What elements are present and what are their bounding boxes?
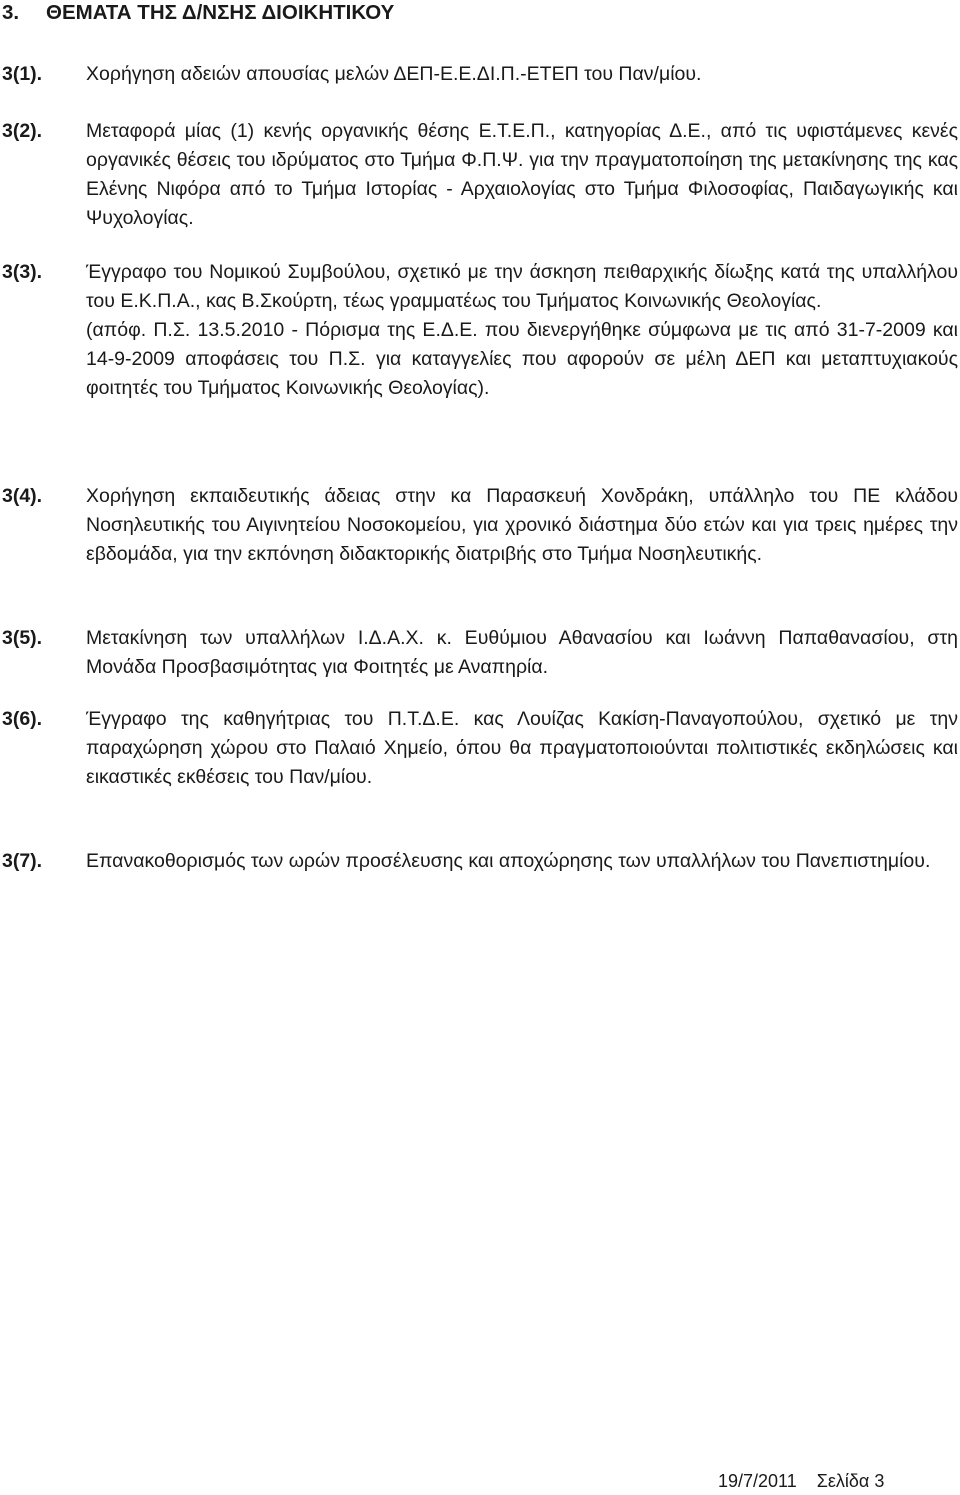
item-text xyxy=(86,705,958,792)
agenda-item-3-6 xyxy=(2,705,958,792)
page-footer xyxy=(718,1470,884,1492)
item-paragraph: Έγγραφο της καθηγήτριας του Π.Τ.Δ.Ε. κας Λουίζας Κακίση-Παναγοπούλου, σχετικό με την παραχώρηση χώρου στο Παλαιό Χημείο, όπου θα πραγματοποιούνται πολιτιστικές εκδηλώσεις και εικαστικές εκθέσεις του Παν/μίου. xyxy=(86,708,958,788)
footer-date: 19/7/2011 xyxy=(718,1471,797,1491)
item-text xyxy=(86,624,958,682)
section-number: 3. xyxy=(2,1,20,24)
agenda-item-3-4 xyxy=(2,482,958,569)
agenda-item-3-1 xyxy=(2,60,958,89)
item-paragraph: Μεταφορά μίας (1) κενής οργανικής θέσης Ε.Τ.Ε.Π., κατηγορίας Δ.Ε., από τις υφιστάμενες κενές οργανικές θέσεις του ιδρύματος στο Τμήμα Φ.Π.Ψ. για την πραγματοποίηση της μετακίνησης της κας Ελένης Νιφόρα από το Τμήμα Ιστορίας - Αρχαιολογίας στο Τμήμα Φιλοσοφίας, Παιδαγωγικής και Ψυχολογίας. xyxy=(86,120,958,229)
item-number: 3(4). xyxy=(2,485,43,507)
section-title: ΘΕΜΑΤΑ ΤΗΣ Δ/ΝΣΗΣ ΔΙΟΙΚΗΤΙΚΟΥ xyxy=(46,1,395,24)
item-text xyxy=(86,847,958,876)
item-number: 3(5). xyxy=(2,627,43,649)
item-number: 3(3). xyxy=(2,261,43,283)
item-text xyxy=(86,60,958,89)
agenda-item-3-7 xyxy=(2,847,958,876)
item-number: 3(7). xyxy=(2,850,43,872)
agenda-item-3-3 xyxy=(2,258,958,403)
item-paragraph: Χορήγηση αδειών απουσίας μελών ΔΕΠ-Ε.Ε.ΔΙ.Π.-ΕΤΕΠ του Παν/μίου. xyxy=(86,63,702,85)
item-paragraph: Έγγραφο του Νομικού Συμβούλου, σχετικό με την άσκηση πειθαρχικής δίωξης κατά της υπαλλήλου του Ε.Κ.Π.Α., κας Β.Σκούρτη, τέως γραμματέως του Τμήματος Κοινωνικής Θεολογίας. xyxy=(86,261,958,312)
agenda-item-3-2 xyxy=(2,117,958,233)
item-text xyxy=(86,482,958,569)
item-paragraph: Μετακίνηση των υπαλλήλων Ι.Δ.Α.Χ. κ. Ευθύμιου Αθανασίου και Ιωάννη Παπαθανασίου, στη Μονάδα Προσβασιμότητας για Φοιτητές με Αναπηρία. xyxy=(86,627,958,678)
footer-page-number: Σελίδα 3 xyxy=(816,1471,885,1491)
agenda-item-3-5 xyxy=(2,624,958,682)
item-paragraph: Χορήγηση εκπαιδευτικής άδειας στην κα Παρασκευή Χονδράκη, υπάλληλο του ΠΕ κλάδου Νοσηλευτικής του Αιγινητείου Νοσοκομείου, για χρονικό διάστημα δύο ετών και για τρεις ημέρες την εβδομάδα, για την εκπόνηση διδακτορικής διατριβής στο Τμήμα Νοσηλευτικής. xyxy=(86,485,958,565)
item-paragraph: Επανακοθορισμός των ωρών προσέλευσης και αποχώρησης των υπαλλήλων του Πανεπιστημίου. xyxy=(86,850,931,872)
item-number: 3(1). xyxy=(2,63,43,85)
section-heading xyxy=(2,0,394,26)
item-text xyxy=(86,258,958,403)
item-paragraph: (απόφ. Π.Σ. 13.5.2010 - Πόρισμα της Ε.Δ.Ε. που διενεργήθηκε σύμφωνα με τις από 31-7-2009 και 14-9-2009 αποφάσεις του Π.Σ. για καταγγελίες που αφορούν σε μέλη ΔΕΠ και μεταπτυχιακούς φοιτητές του Τμήματος Κοινωνικής Θεολογίας). xyxy=(86,319,958,399)
item-number: 3(2). xyxy=(2,120,43,142)
item-text xyxy=(86,117,958,233)
item-number: 3(6). xyxy=(2,708,43,730)
